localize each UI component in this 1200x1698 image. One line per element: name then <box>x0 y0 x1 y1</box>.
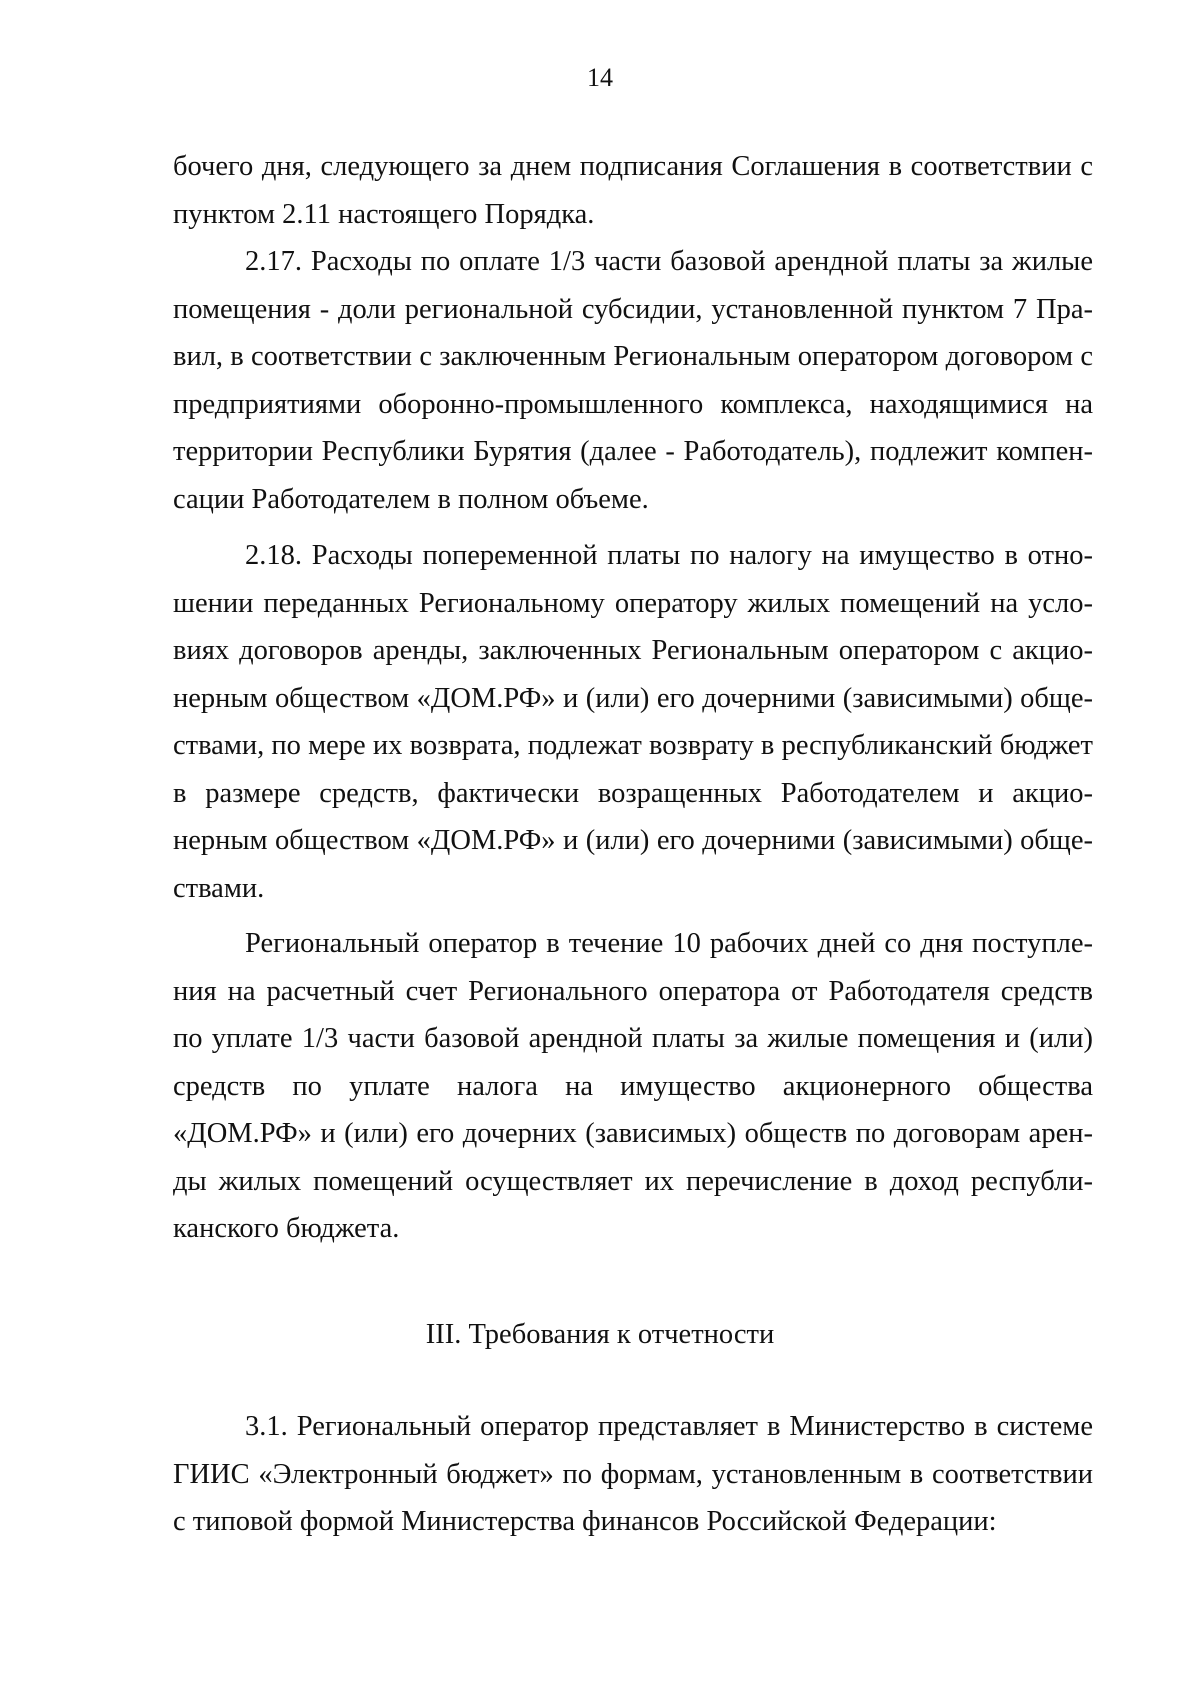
paragraph-2-18: 2.18. Расходы попеременной платы по налогу на имущество в отношении переданных Региональному оператору жилых помещений на условиях договоров аренды, заключенных Региональным оператором с акционерным обществом «ДОМ.РФ» и (или) его дочерними (зависимыми) обществами, по мере их возврата, подлежат возврату в республиканский бюджет в размере средств, фактически возращенных Работодателем и акционерным обществом «ДОМ.РФ» и (или) его дочерними (зависимыми) обществами. <box>173 540 1093 904</box>
page-number: 14 <box>587 63 613 92</box>
paragraph-3-1: 3.1. Региональный оператор представляет в Министерство в системе ГИИС «Электронный бюджет» по формам, установленным в соответствии с типовой формой Министерства финансов Российской Федерации: <box>173 1411 1093 1537</box>
clause-3-1-block <box>173 1403 1093 1546</box>
clause-2-17-block <box>173 238 1093 523</box>
paragraph-regional-operator: Региональный оператор в течение 10 рабочих дней со дня поступления на расчетный счет Регионального оператора от Работодателя средств по уплате 1/3 части базовой арендной платы за жилые помещения и (или) средств по уплате налога на имущество акционерного общества «ДОМ.РФ» и (или) его дочерних (зависимых) обществ по договорам аренды жилых помещений осуществляет их перечисление в доход республиканского бюджета. <box>173 928 1093 1244</box>
operator-paragraph-block <box>173 920 1093 1253</box>
clause-2-18-block <box>173 532 1093 912</box>
paragraph-continuation: бочего дня, следующего за днем подписания Соглашения в соответствии с пунктом 2.11 настоящего Порядка. <box>173 151 1093 230</box>
continuation-block <box>173 143 1093 238</box>
paragraph-2-17: 2.17. Расходы по оплате 1/3 части базовой арендной платы за жилые помещения - доли региональной субсидии, установленной пунктом 7 Правил, в соответствии с заключенным Региональным оператором договором с предприятиями оборонно-промышленного комплекса, находящимися на территории Республики Бурятия (далее - Работодатель), подлежит компенсации Работодателем в полном объеме. <box>173 246 1093 515</box>
section-title: III. Требования к отчетности <box>425 1319 775 1350</box>
